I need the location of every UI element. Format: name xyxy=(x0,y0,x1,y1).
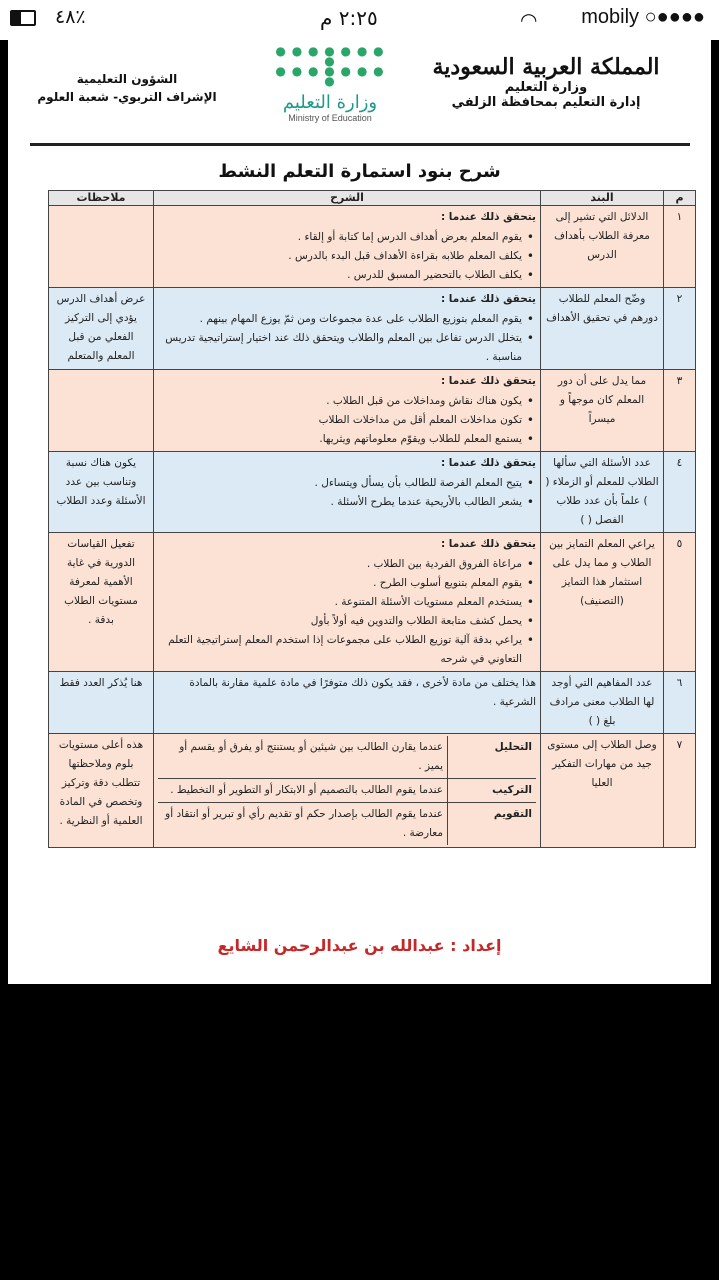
skill-label: التحليل xyxy=(448,736,537,779)
row-notes xyxy=(49,370,154,452)
row-item: يراعي المعلم التمايز بين الطلاب و مما يدل على استثمار هذا التمايز (التصنيف) xyxy=(541,533,664,672)
row-notes: هذه أعلى مستويات بلوم وملاحظتها تتطلب دقة وتركيز وتخصص في المادة العلمية أو النظرية . xyxy=(49,734,154,848)
row-item: وصل الطلاب إلى مستوى جيد من مهارات التفكير العليا xyxy=(541,734,664,848)
status-bar xyxy=(0,0,719,40)
condition-label: يتحقق ذلك عندما : xyxy=(440,457,536,469)
row-item: الدلائل التي تشير إلى معرفة الطلاب بأهداف الدرس xyxy=(541,206,664,288)
logo-arabic-text: وزارة التعليم xyxy=(282,92,378,113)
row-num: ٣ xyxy=(664,370,696,452)
row-notes xyxy=(49,206,154,288)
skill-label: التركيب xyxy=(448,779,537,803)
list-item: • يستخدم المعلم مستويات الأسئلة المتنوعة . xyxy=(158,593,522,612)
wifi-icon: ◠ xyxy=(520,8,538,32)
header-notes: ملاحظات xyxy=(49,191,154,206)
directorate-name: إدارة التعليم بمحافظة الزلفي xyxy=(451,95,641,110)
condition-label: يتحقق ذلك عندما : xyxy=(440,375,536,387)
skill-desc: عندما يقارن الطالب بين شيئين أو يستنتج أو يفرق أو يقسم أو يميز . xyxy=(179,741,443,772)
table-row xyxy=(49,533,696,672)
logo-english-text: Ministry of Education xyxy=(288,113,372,123)
header-explanation: الشرح xyxy=(154,191,541,206)
battery-level-icon xyxy=(12,12,21,24)
skill-label: التقويم xyxy=(448,803,537,846)
list-item: • يقوم المعلم بتوزيع الطلاب على عدة مجموعات ومن ثمّ يوزع المهام بينهم . xyxy=(158,310,522,329)
condition-label: يتحقق ذلك عندما : xyxy=(440,211,536,223)
row-explanation xyxy=(154,452,541,533)
list-item: • يقوم المعلم بعرض أهداف الدرس إما كتابة أو إلقاء . xyxy=(158,228,522,247)
row-notes: يكون هناك نسبة وتناسب بين عدد الأسئلة وعدد الطلاب xyxy=(49,452,154,533)
dept-line-1: الشؤون التعليمية xyxy=(76,72,178,86)
skill-row xyxy=(158,779,536,803)
table-header-row xyxy=(49,191,696,206)
table-row xyxy=(49,288,696,370)
header-left xyxy=(16,70,238,106)
row-notes: تفعيل القياسات الدورية في غاية الأهمية لمعرفة مستويات الطلاب بدقة . xyxy=(49,533,154,672)
list-item: • يكلف الطلاب بالتحضير المسبق للدرس . xyxy=(158,266,522,285)
document-page xyxy=(8,40,711,984)
row-explanation xyxy=(154,288,541,370)
condition-label: يتحقق ذلك عندما : xyxy=(440,538,536,550)
list-item: • يكلف المعلم طلابه بقراءة الأهداف قبل البدء بالدرس . xyxy=(158,247,522,266)
table-row xyxy=(49,206,696,288)
row-explanation xyxy=(154,734,541,848)
list-item: • يتيح المعلم الفرصة للطالب بأن يسأل ويتساءل . xyxy=(158,474,522,493)
row-num: ٦ xyxy=(664,672,696,734)
list-item: • يشعر الطالب بالأريحية عندما يطرح الأسئلة . xyxy=(158,493,522,512)
list-item: • يراعي بدقة آلية توزيع الطلاب على مجموعات إذا استخدم المعلم إستراتيجية التعلم التعاوني في شرحه xyxy=(158,631,522,669)
row-item: مما يدل على أن دور المعلم كان موجهاً و ميسراً xyxy=(541,370,664,452)
battery-percent: ٤٨٪ xyxy=(55,6,86,28)
criteria-table xyxy=(48,190,696,848)
author-credit: إعداد : عبدالله بن عبدالرحمن الشايع xyxy=(217,936,502,955)
logo-dots-icon: ● ● ● ● ● ● ● ● ● ● ● ● ● ● ● ● xyxy=(275,44,385,88)
ministry-logo xyxy=(270,44,390,123)
skill-desc: عندما يقوم الطالب بإصدار حكم أو تقديم رأي أو تبرير أو انتقاد أو معارضة . xyxy=(158,803,448,846)
carrier-signal: mobily ○●●●● xyxy=(581,6,705,28)
list-item: • يحمل كشف متابعة الطلاب والتدوين فيه أولاً بأول xyxy=(158,612,522,631)
table-row xyxy=(49,672,696,734)
list-item: • يكون هناك نقاش ومداخلات من قبل الطلاب . xyxy=(158,392,522,411)
row-explanation xyxy=(154,370,541,452)
header-num: م xyxy=(664,191,696,206)
row-explanation: هذا يختلف من مادة لأخرى ، فقد يكون ذلك متوفرًا في مادة علمية مقارنة بالمادة الشرعية . xyxy=(154,672,541,734)
row-num: ١ xyxy=(664,206,696,288)
header-right xyxy=(431,54,661,110)
list-item: • تكون مداخلات المعلم أقل من مداخلات الطلاب xyxy=(158,411,522,430)
row-num: ٧ xyxy=(664,734,696,848)
row-item: وضّح المعلم للطلاب دورهم في تحقيق الأهداف xyxy=(541,288,664,370)
row-notes: عرض أهداف الدرس يؤدي إلى التركيز الفعلي من قبل المعلم والمتعلم xyxy=(49,288,154,370)
row-num: ٤ xyxy=(664,452,696,533)
status-time: ٢:٢٥ م xyxy=(320,6,378,30)
skill-desc: عندما يقوم الطالب بالتصميم أو الابتكار أو التطوير أو التخطيط . xyxy=(158,779,448,803)
list-item: • يستمع المعلم للطلاب ويقوّم معلوماتهم ويثريها. xyxy=(158,430,522,449)
dept-line-2: الإشراف التربوي- شعبة العلوم xyxy=(37,90,217,104)
skills-table xyxy=(158,736,536,845)
kingdom-calligraphy: المملكة العربية السعودية xyxy=(432,54,660,80)
table-row xyxy=(49,370,696,452)
list-item: • يقوم المعلم بتنويع أسلوب الطرح . xyxy=(158,574,522,593)
ministry-name: وزارة التعليم xyxy=(504,80,588,95)
skill-row xyxy=(158,736,536,779)
row-num: ٥ xyxy=(664,533,696,672)
condition-label: يتحقق ذلك عندما : xyxy=(440,293,536,305)
row-item: عدد الأسئلة التي سألها الطلاب للمعلم أو الزملاء ( ) علماً بأن عدد طلاب الفصل ( ) xyxy=(541,452,664,533)
row-num: ٢ xyxy=(664,288,696,370)
list-item: • يتخلل الدرس تفاعل بين المعلم والطلاب ويتحقق ذلك عند اختيار إستراتيجية تدريس مناسبة . xyxy=(158,329,522,367)
row-explanation xyxy=(154,533,541,672)
row-notes: هنا يُذكر العدد فقط xyxy=(49,672,154,734)
skill-row xyxy=(158,803,536,846)
row-item: عدد المفاهيم التي أوجد لها الطلاب معنى مرادف بلغ ( ) xyxy=(541,672,664,734)
list-item: • مراعاة الفروق الفردية بين الطلاب . xyxy=(158,555,522,574)
table-row xyxy=(49,452,696,533)
header-divider xyxy=(30,143,690,146)
row-explanation xyxy=(154,206,541,288)
page-title: شرح بنود استمارة التعلم النشط xyxy=(218,161,501,182)
table-row xyxy=(49,734,696,848)
header-item: البند xyxy=(541,191,664,206)
